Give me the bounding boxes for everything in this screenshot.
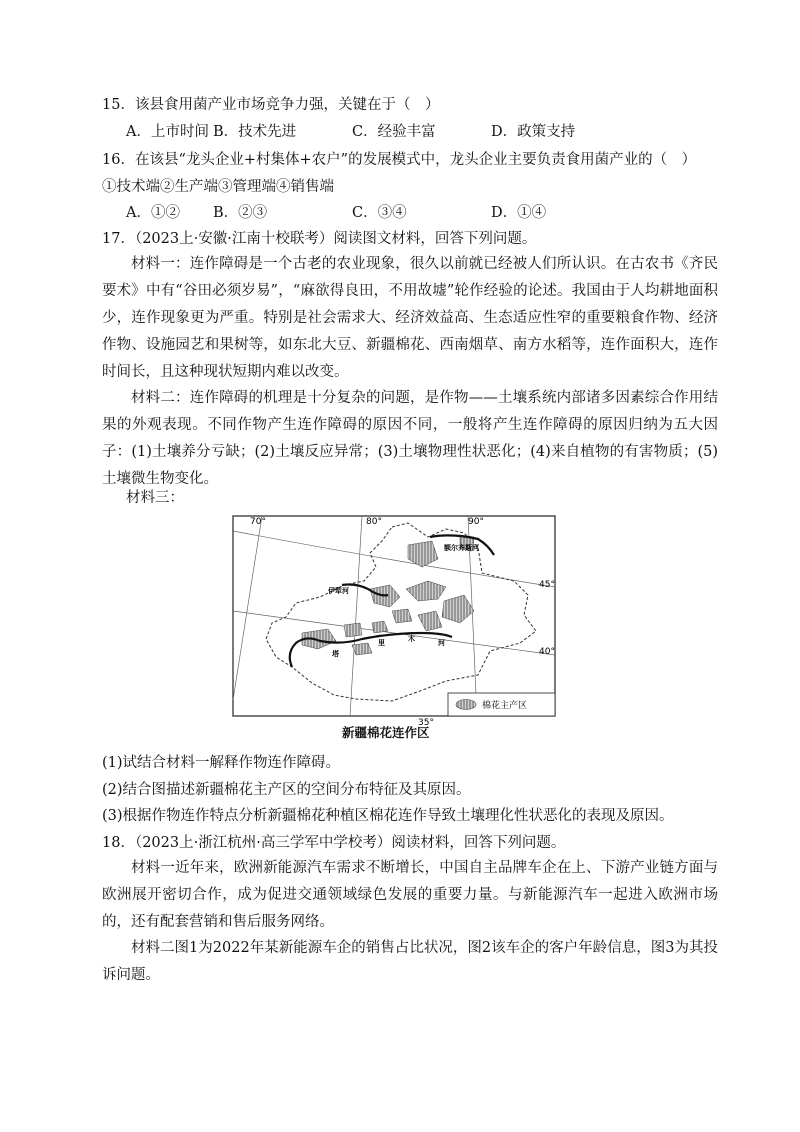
q15-stem: 15．该县食用菌产业市场竞争力强，关键在于（ ）	[102, 97, 440, 113]
tarim-label-2: 里	[378, 639, 385, 647]
q15-option-b: B．技术先进	[213, 124, 297, 140]
ili-river-label: 伊犁河	[328, 587, 349, 595]
q16-option-c: C．③④	[352, 205, 407, 221]
q17-material-2: 材料二：连作障碍的机理是十分复杂的问题，是作物——土壤系统内部诸多因素综合作用结果的外观表现。不同作物产生连作障碍的原因不同，一般将产生连作障碍的原因归纳为五大因子：(1)土壤养分亏缺；(2)土壤反应异常；(3)土壤物理性状恶化；(4)来自植物的有害物质；(5)土壤微生物变化。	[102, 390, 718, 487]
lat-label-45: 45°	[539, 580, 555, 590]
lat-label-40: 40°	[539, 647, 555, 657]
map-caption: 新疆棉花连作区	[342, 725, 430, 740]
q18-stem: 18．（2023上·浙江杭州·高三学军中学校考）阅读材料，回答下列问题。	[102, 835, 566, 851]
q16-option-b: B．②③	[213, 205, 268, 221]
q16-stem: 16．在该县“龙头企业+村集体+农户”的发展模式中，龙头企业主要负责食用菌产业的（ ）	[102, 152, 697, 168]
q17-sub-1: (1)试结合材料一解释作物连作障碍。	[102, 755, 341, 771]
legend-label: 棉花主产区	[482, 701, 528, 711]
q15-option-c: C．经验丰富	[352, 124, 436, 140]
map-legend	[448, 693, 555, 716]
q15-option-a: A．上市时间	[126, 124, 209, 140]
q17-material-3-label: 材料三：	[126, 490, 184, 506]
q17-stem: 17．（2023上·安徽·江南十校联考）阅读图文材料，回答下列问题。	[102, 231, 537, 247]
lon-label-70: 70°	[250, 517, 266, 527]
lat-label-35: 35°	[418, 718, 434, 728]
irtysh-river-label: 额尔齐斯河	[444, 544, 479, 552]
lon-label-90: 90°	[468, 517, 484, 527]
q17-sub-2: (2)结合图描述新疆棉花主产区的空间分布特征及其原因。	[102, 782, 471, 798]
tarim-label-4: 河	[438, 639, 445, 647]
tarim-label-3: 木	[408, 635, 415, 643]
q16-option-a: A．①②	[126, 205, 180, 221]
q17-sub-3: (3)根据作物连作特点分析新疆棉花种植区棉花连作导致土壤理化性状恶化的表现及原因。	[102, 808, 674, 824]
legend-cotton-swatch	[456, 700, 476, 710]
q17-material-1: 材料一：连作障碍是一个古老的农业现象，很久以前就已经被人们所认识。在古农书《齐民要术》中有“谷田必须岁易”，“麻欲得良田，不用故墟”轮作经验的论述。我国由于人均耕地面积少，连作现象更为严重。特别是社会需求大、经济效益高、生态适应性窄的重要粮食作物、经济作物、设施园艺和果树等，如东北大豆、新疆棉花、西南烟草、南方水稻等，连作面积大，连作时间长，且这种现状短期内难以改变。	[102, 256, 718, 380]
q15-option-d: D．政策支持	[491, 124, 576, 140]
q18-material-2: 材料二图1为2022年某新能源车企的销售占比状况，图2该车企的客户年龄信息，图3为其投诉问题。	[102, 940, 718, 983]
q16-option-d: D．①④	[491, 205, 547, 221]
lon-label-80: 80°	[366, 517, 382, 527]
q18-material-1: 材料一近年来，欧洲新能源汽车需求不断增长，中国自主品牌车企在上、下游产业链方面与欧洲展开密切合作，成为促进交通领域绿色发展的重要力量。与新能源汽车一起进入欧洲市场的，还有配套营销和售后服务网络。	[102, 860, 718, 930]
tarim-label-1: 塔	[332, 650, 339, 658]
q16-items: ①技术端②生产端③管理端④销售端	[102, 179, 334, 195]
xinjiang-cotton-map	[232, 515, 556, 728]
